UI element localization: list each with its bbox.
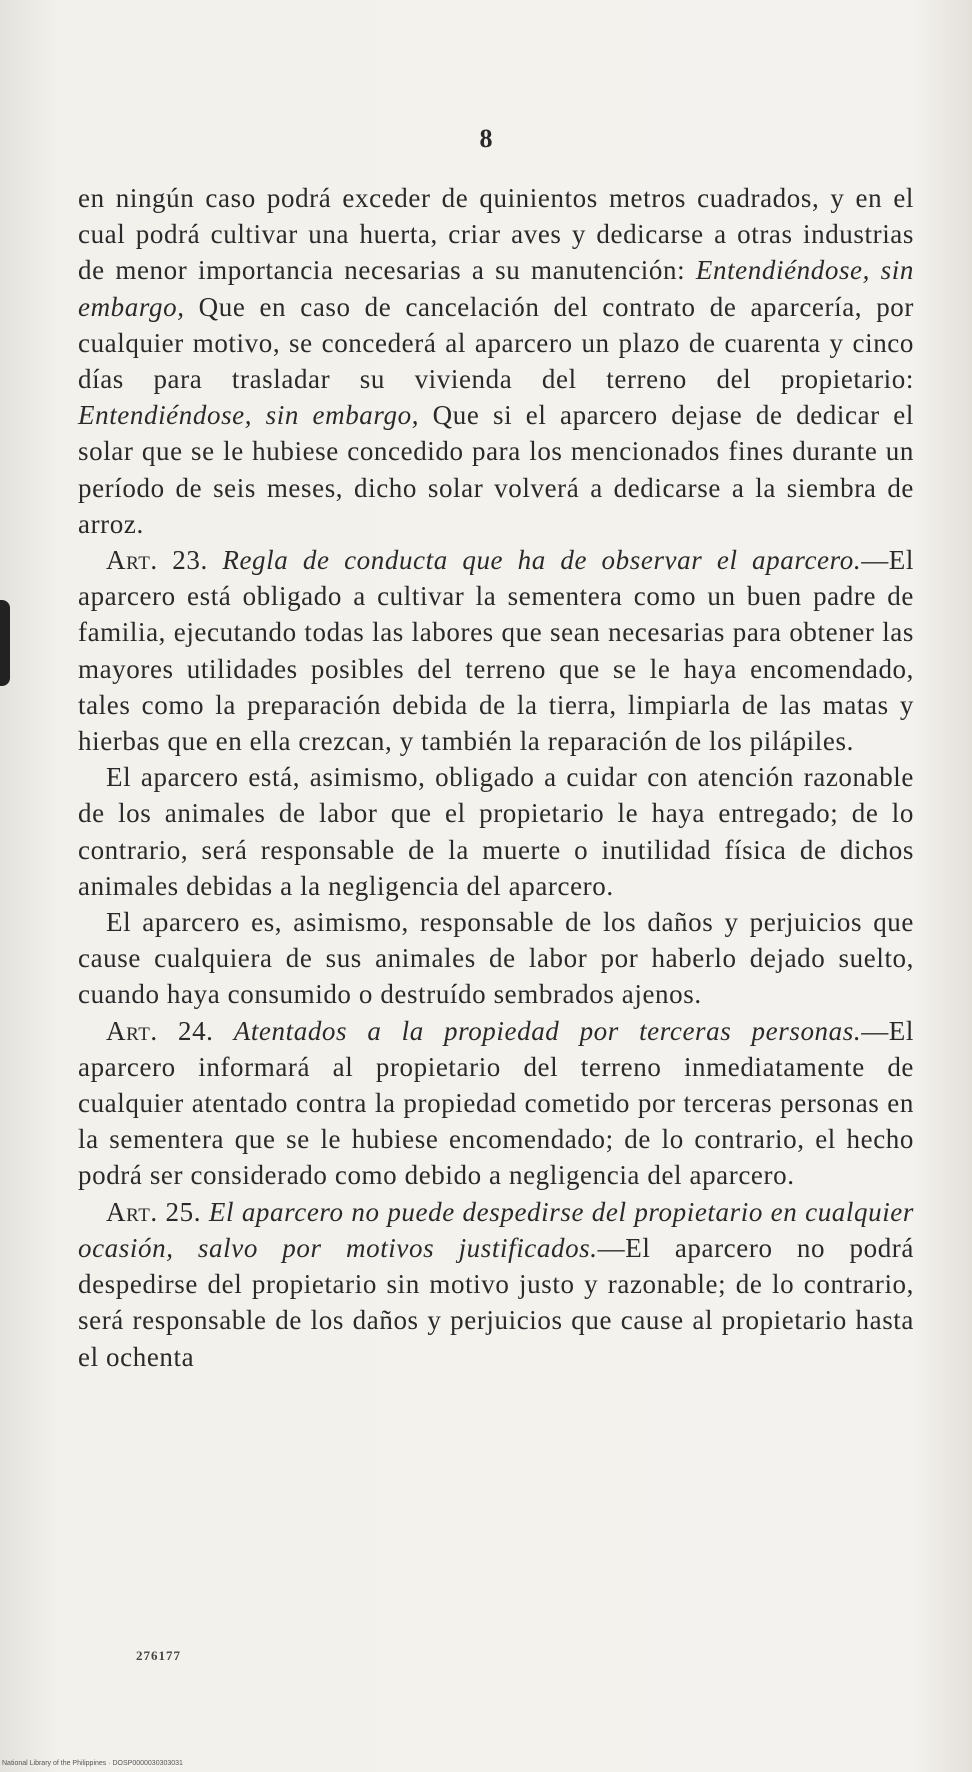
binding-mark [0,600,10,686]
article-23 [78,542,914,759]
article-text: —El aparcero informará al propietario del terreno inmediatamente de cualquier atentado contra la propiedad cometido por terceras personas en la sementera que se le hubiese encomendado; de lo contrario, el hecho podrá ser considerado como debido a negligencia del aparcero. [78,1015,914,1191]
library-credit: National Library of the Philippines · DOSP0000030303031 [2,1760,183,1767]
paragraph-text: Que si el aparcero dejase de dedicar el solar que se le hubiese concedido para los mencionados fines durante un período de seis meses, dicho solar volverá a dedicarse a la siembra de arroz. [78,400,914,539]
article-title: Regla de conducta que ha de observar el aparcero. [222,545,862,576]
paragraph-text: Que en caso de cancelación del contrato de aparcería, por cualquier motivo, se concederá al aparcero un plazo de cuarenta y cinco días para trasladar su vivienda del terreno del propietario: [78,291,914,395]
paragraph-continuation [78,180,914,542]
proviso-italic: Entendiéndose, sin embargo, [78,400,420,431]
body-text [78,180,914,1375]
article-25 [78,1194,914,1375]
article-label: Art. 23. [106,545,208,576]
article-title: El aparcero no puede despedirse del propietario en cualquier ocasión, salvo por motivos justificados. [78,1196,915,1263]
article-24 [78,1013,914,1194]
article-23-paragraph-2: El aparcero está, asimismo, obligado a cuidar con atención razonable de los animales de labor que el propietario le haya entregado; de lo contrario, será responsable de la muerte o inutilidad física de dichos animales debidas a la negligencia del aparcero. [78,762,914,901]
article-title: Atentados a la propiedad por terceras personas. [233,1015,862,1046]
printer-id: 276177 [136,1648,181,1663]
proviso-italic: Entendiéndose, sin embargo, [78,255,914,322]
article-label: Art. 25. [106,1196,202,1227]
article-text: —El aparcero no podrá despedirse del propietario sin motivo justo y razonable; de lo contrario, será responsable de los daños y perjuicios que cause al propietario hasta el ochenta [78,1232,914,1372]
paragraph-text: en ningún caso podrá exceder de quinientos metros cuadrados, y en el cual podrá cultivar una huerta, criar aves y dedicarse a otras industrias de menor importancia necesarias a su manutención: [78,183,914,286]
article-text: —El aparcero está obligado a cultivar la sementera como un buen padre de familia, ejecutando todas las labores que sean necesarias para obtener las mayores utilidades posibles del terreno que se le haya encomendado, tales como la preparación debida de la tierra, limpiarla de las matas y hierbas que en ella crezcan, y también la reparación de los pilápiles. [78,545,914,757]
article-label: Art. 24. [106,1015,214,1046]
article-23-paragraph-3: El aparcero es, asimismo, responsable de los daños y perjuicios que cause cualquiera de sus animales de labor por haberlo dejado suelto, cuando haya consumido o destruído sembrados ajenos. [78,907,914,1010]
page-number: 8 [479,124,493,153]
